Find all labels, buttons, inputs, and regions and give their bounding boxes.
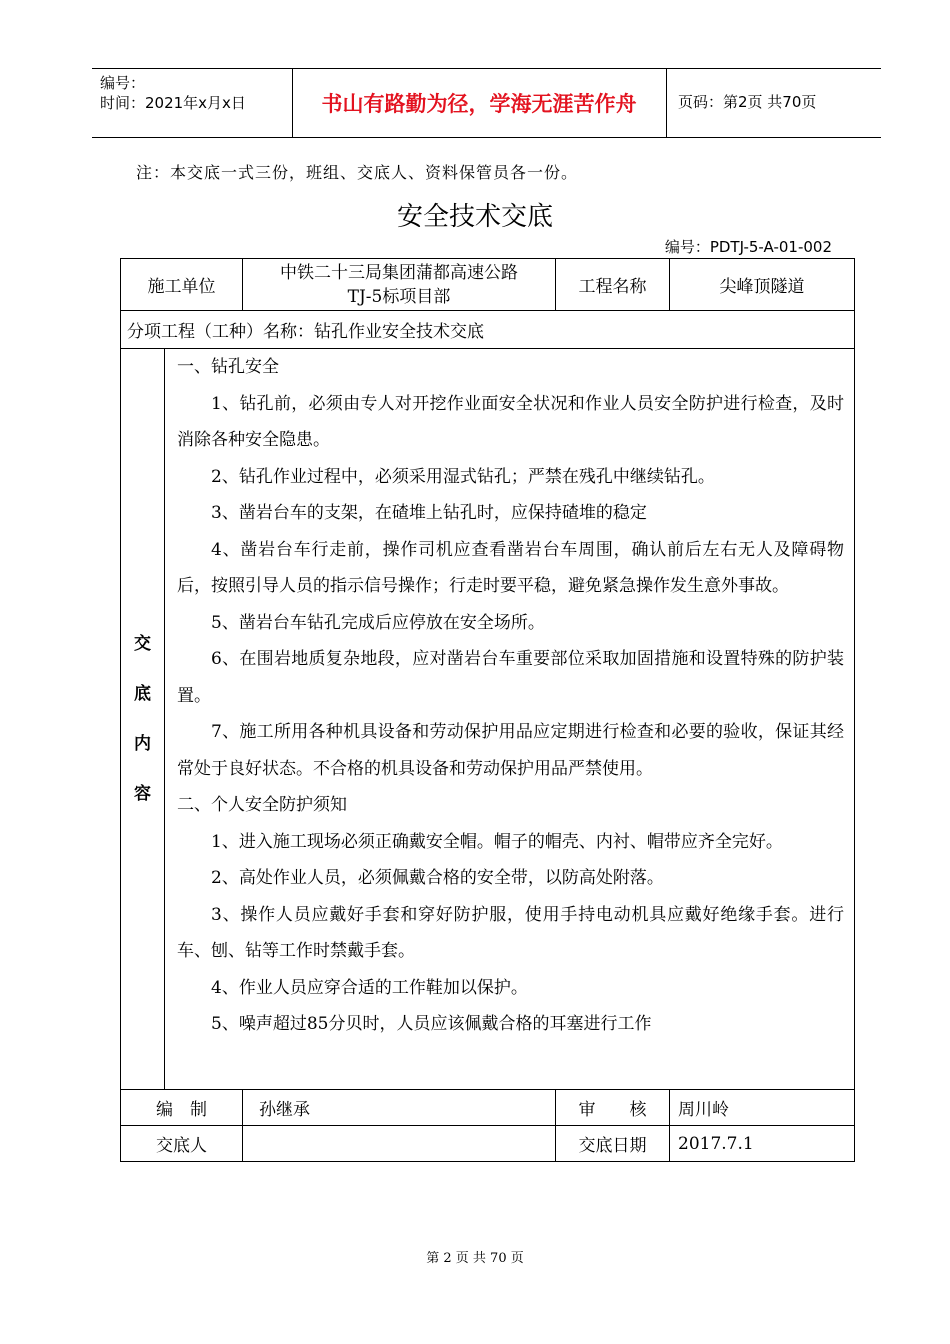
content-item: 4、凿岩台车行走前，操作司机应查看凿岩台车周围，确认前后左右无人及障碍物后，按照引导人员的指示信号操作；行走时要平稳，避免紧急操作发生意外事故。 [177,539,844,596]
unit-value-line1: 中铁二十三局集团蒲都高速公路 [280,262,518,283]
document-number: 编号：PDTJ-5-A-01-002 [664,238,832,256]
page-header [92,68,881,138]
content-item: 5、噪声超过85分贝时，人员应该佩戴合格的耳塞进行工作 [211,1014,652,1034]
info-row [121,259,855,311]
content-item: 3、凿岩台车的支架，在碴堆上钻孔时，应保持碴堆的稳定 [211,503,647,523]
side-char: 交 [134,634,151,654]
side-char: 内 [134,734,151,754]
header-divider [666,69,667,137]
subproject-row [121,311,855,349]
content-list [177,349,844,1043]
content-item: 1、进入施工现场必须正确戴安全帽。帽子的帽壳、内衬、帽带应齐全完好。 [211,831,783,852]
content-item: 4、作业人员应穿合适的工作鞋加以保护。 [211,977,528,998]
date-label: 交底日期 [556,1126,670,1162]
content-side-label [121,349,165,1090]
distribution-note: 注：本交底一式三份，班组、交底人、资料保管员各一份。 [136,163,579,182]
content-item: 2、高处作业人员，必须佩戴合格的安全带，以防高处附落。 [211,868,664,888]
subproject-name: 分项工程（工种）名称：钻孔作业安全技术交底 [121,311,855,349]
content-row [121,349,855,1090]
document-title: 安全技术交底 [396,202,553,232]
content-body [165,349,855,1090]
project-value: 尖峰顶隧道 [670,259,855,311]
content-item: 3、操作人员应戴好手套和穿好防护服，使用手持电动机具应戴好绝缘手套。进行车、刨、钻等工作时禁戴手套。 [177,904,844,961]
content-item: 5、凿岩台车钻孔完成后应停放在安全场所。 [211,612,545,633]
content-item: 6、在围岩地质复杂地段，应对凿岩台车重要部位采取加固措施和设置特殊的防护装置。 [177,649,844,706]
compile-label: 编 制 [121,1090,243,1126]
signoff-row-2 [121,1126,855,1162]
header-page: 页码：第2页 共70页 [678,93,817,111]
header-time: 时间：2021年x月x日 [100,94,246,112]
content-item: 7、施工所用各种机具设备和劳动保护用品应定期进行检查和必要的验收，保证其经常处于良好状态。不合格的机具设备和劳动保护用品严禁使用。 [177,722,844,779]
handover-label: 交底人 [121,1126,243,1162]
content-heading: 二、个人安全防护须知 [177,795,347,815]
review-label: 审 核 [556,1090,670,1126]
compile-value: 孙继承 [243,1090,556,1126]
unit-value [243,259,556,311]
page-footer: 第 2 页 共 70 页 [426,1251,524,1266]
content-item: 2、钻孔作业过程中，必须采用湿式钻孔；严禁在残孔中继续钻孔。 [211,466,715,487]
header-meta [100,73,246,113]
project-label: 工程名称 [556,259,670,311]
header-number: 编号： [100,74,146,92]
content-item: 1、钻孔前，必须由专人对开挖作业面安全状况和作业人员安全防护进行检查，及时消除各种安全隐患。 [177,393,844,450]
side-char: 底 [134,684,151,704]
date-value: 2017.7.1 [670,1126,855,1162]
disclosure-table [120,258,855,1162]
unit-value-line2: TJ-5标项目部 [347,286,451,307]
header-motto: 书山有路勤为径，学海无涯苦作舟 [321,92,637,116]
content-heading: 一、钻孔安全 [177,357,279,377]
signoff-row-1 [121,1090,855,1126]
review-value: 周川岭 [670,1090,855,1126]
unit-label: 施工单位 [121,259,243,311]
side-char: 容 [134,784,151,804]
handover-value [243,1126,556,1162]
